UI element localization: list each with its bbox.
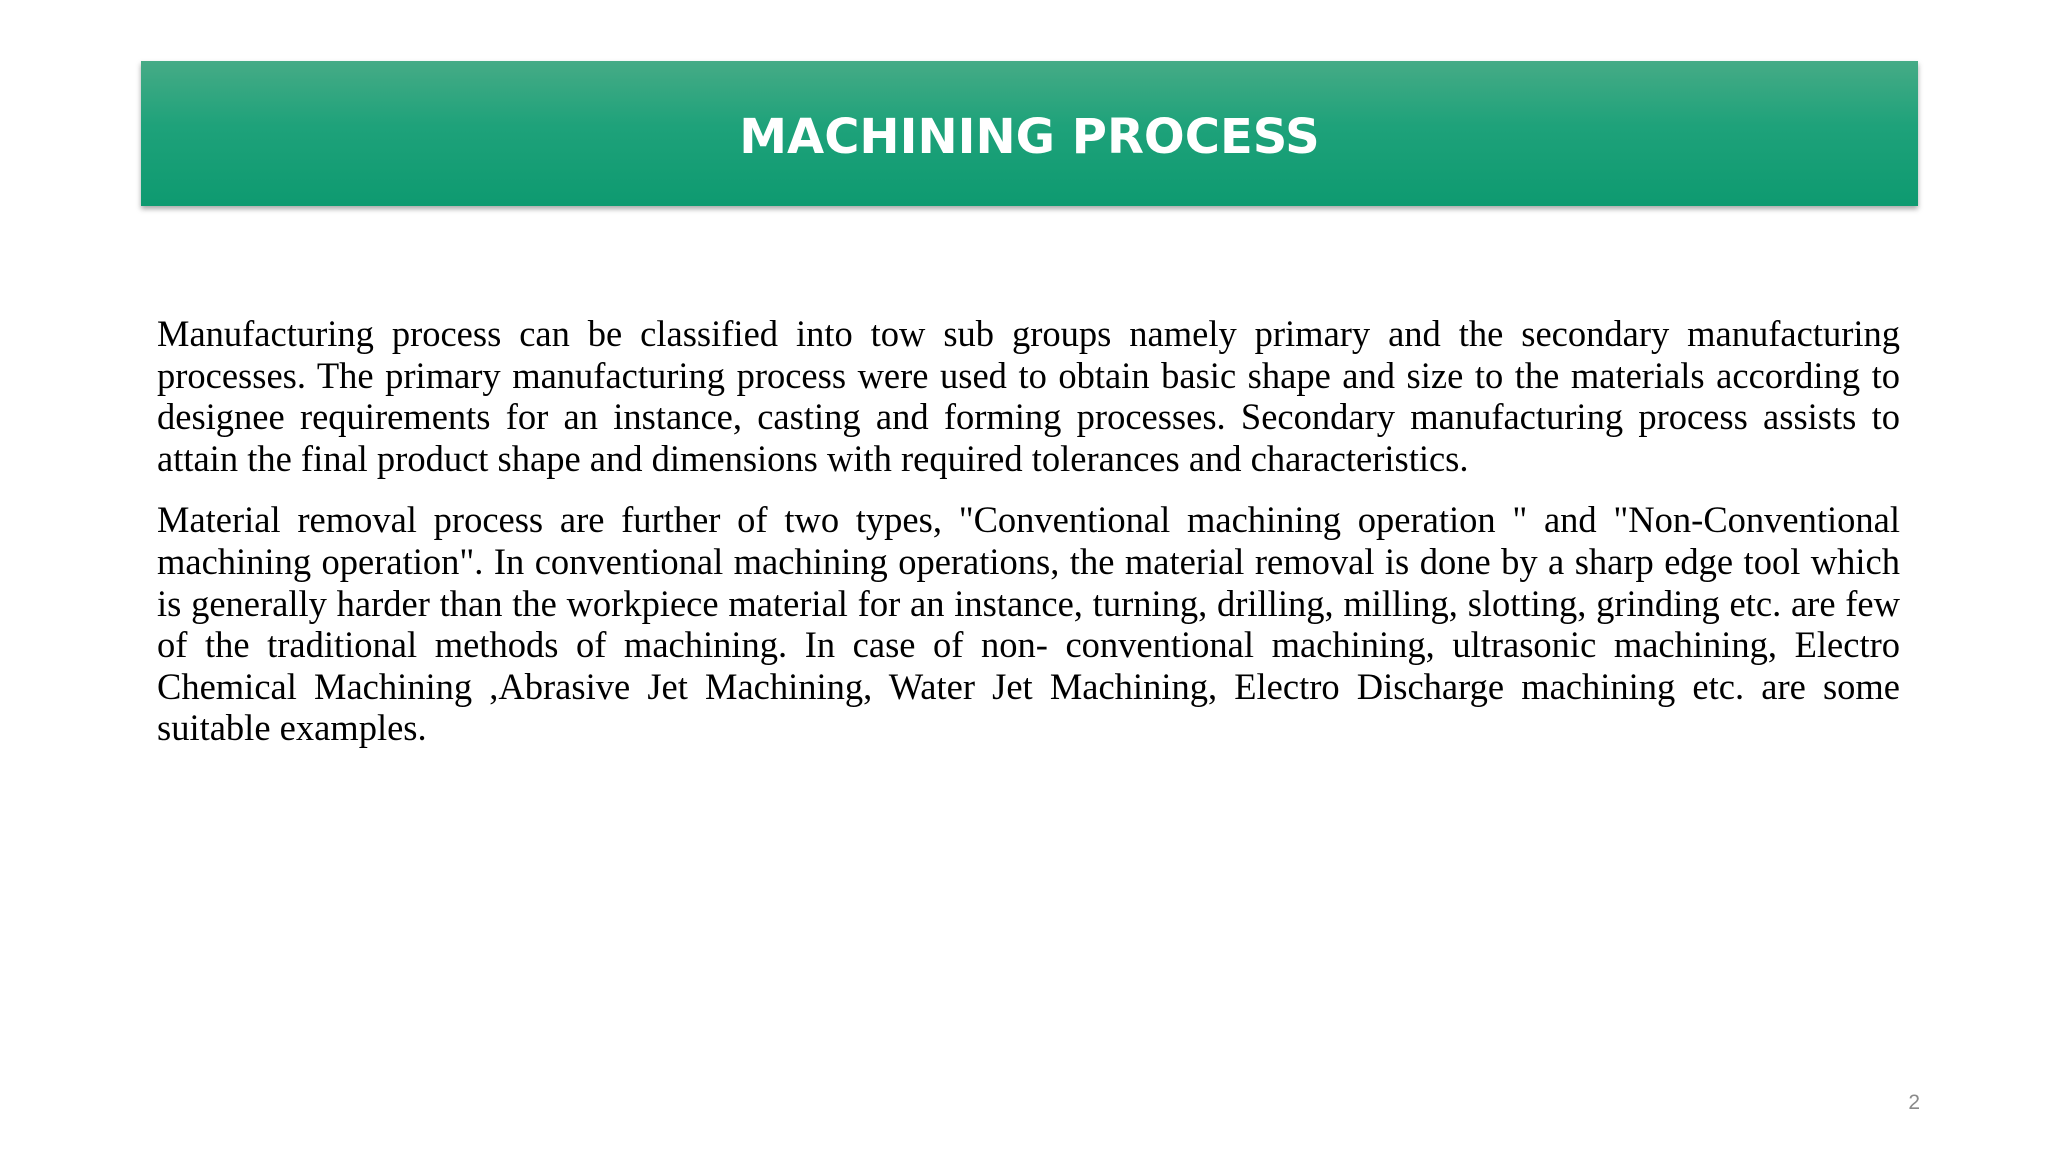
slide-body (157, 313, 1900, 749)
page-number: 2 (1908, 1091, 1920, 1114)
paragraph-manufacturing-process: Manufacturing process can be classified into tow sub groups namely primary and the secondary manufacturing processes. The primary manufacturing process were used to obtain basic shape and size to the materials according to designee requirements for an instance, casting and forming processes. Secondary manufacturing process assists to attain the final product shape and dimensions with required tolerances and characteristics. (157, 313, 1900, 479)
title-banner (141, 61, 1918, 206)
slide-title: MACHINING PROCESS (739, 108, 1320, 165)
paragraph-material-removal: Material removal process are further of two types, "Conventional machining operation " and "Non-Conventional machining operation". In conventional machining operations, the material removal is done by a sharp edge tool which is generally harder than the workpiece material for an instance, turning, drilling, milling, slotting, grinding etc. are few of the traditional methods of machining. In case of non- conventional machining, ultrasonic machining, Electro Chemical Machining ,Abrasive Jet Machining, Water Jet Machining, Electro Discharge machining etc. are some suitable examples. (157, 499, 1900, 749)
